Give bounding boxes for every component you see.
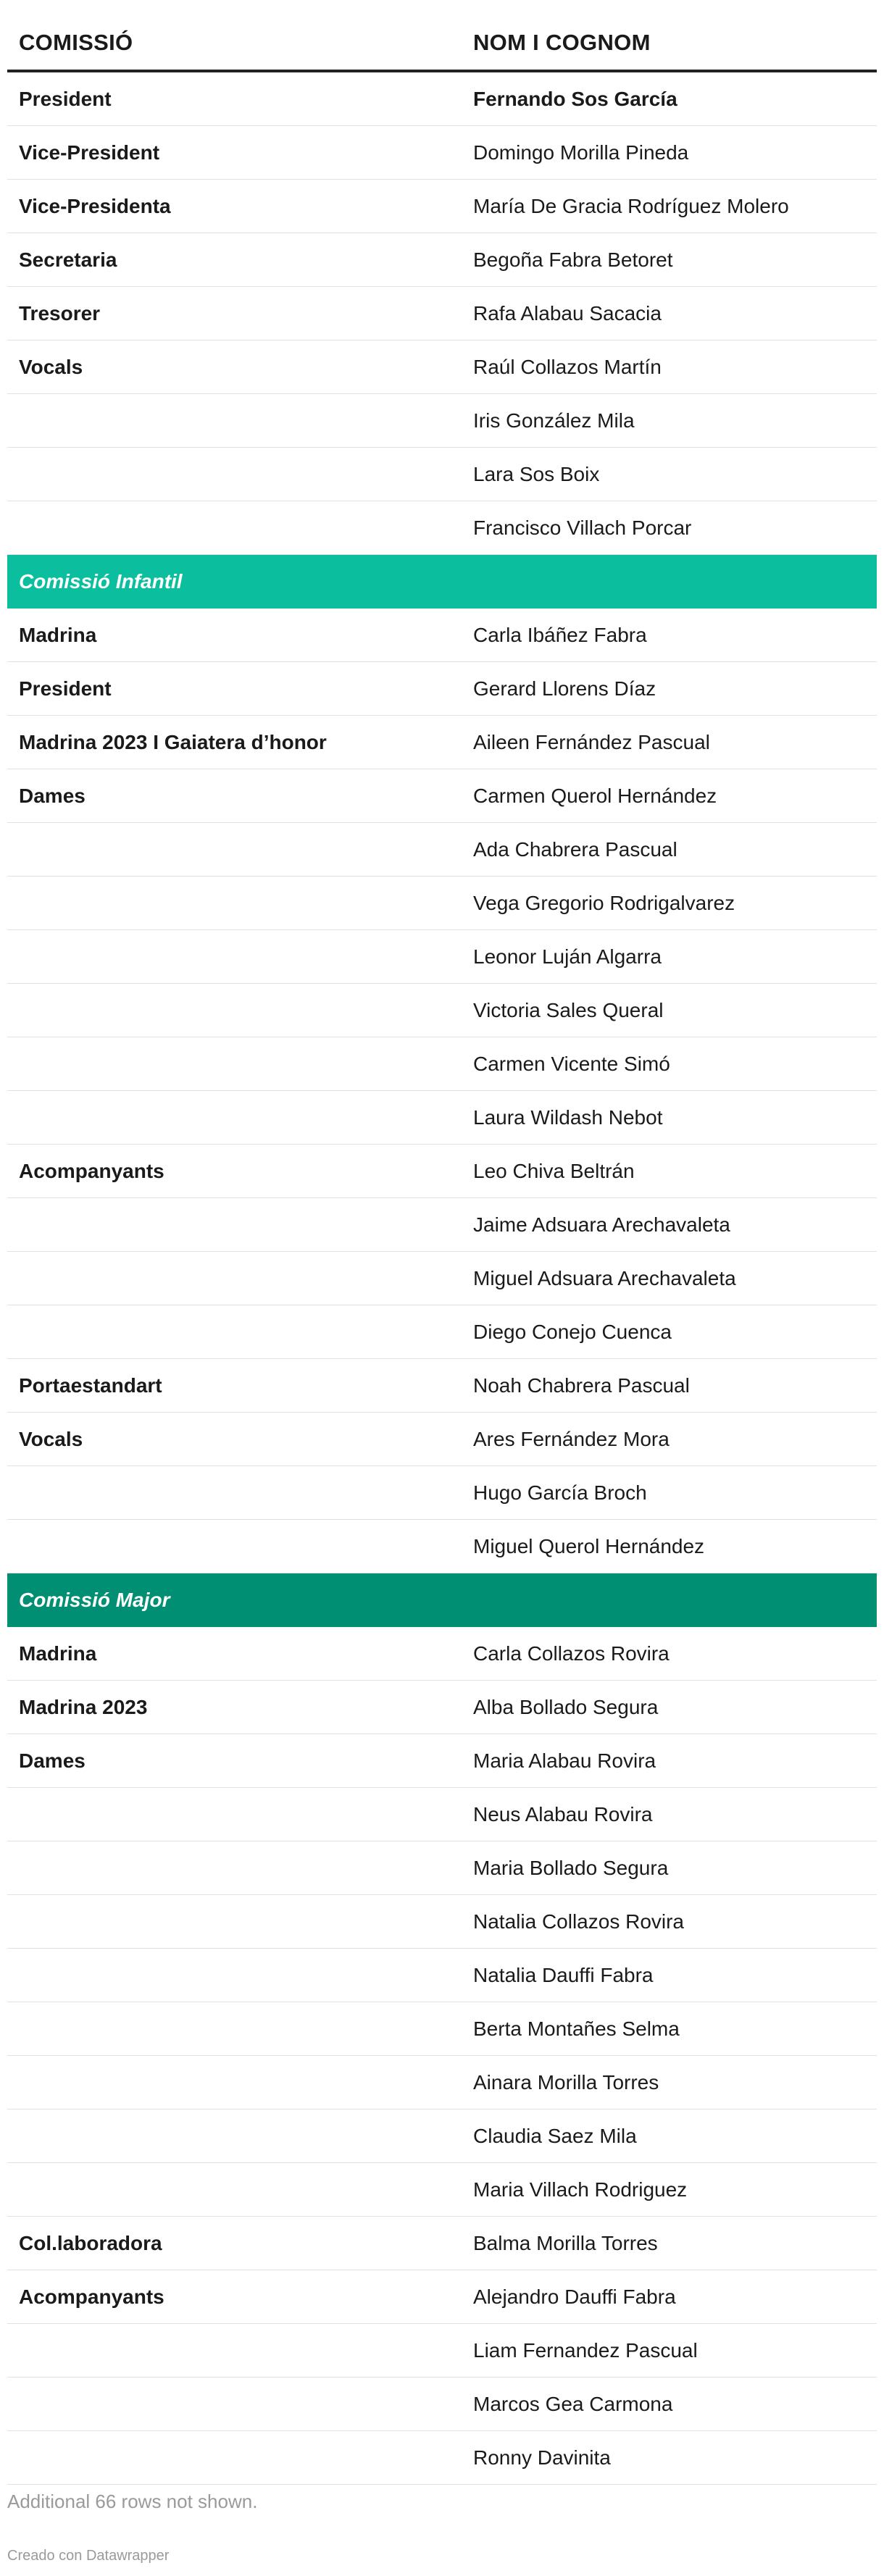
name-cell: Lara Sos Boix [473,462,600,485]
table-row [7,1949,877,2002]
table-row [7,984,877,1037]
section-band [7,555,877,609]
role-cell: Vocals [19,355,83,378]
name-cell: Vega Gregorio Rodrigalvarez [473,891,735,914]
table-row [7,1895,877,1949]
section-title: Comissió Major [19,1589,170,1611]
table-row [7,1037,877,1091]
table-row [7,1359,877,1413]
name-cell: Noah Chabrera Pascual [473,1373,690,1397]
table-row [7,1681,877,1734]
table-row [7,2217,877,2270]
name-cell: Carmen Querol Hernández [473,784,717,807]
name-cell: Miguel Querol Hernández [473,1534,705,1557]
table-row [7,126,877,180]
role-cell: Madrina 2023 [19,1695,148,1718]
name-cell: Diego Conejo Cuenca [473,1320,672,1343]
name-cell: Maria Alabau Rovira [473,1749,656,1772]
table-row [7,662,877,716]
table-row [7,1091,877,1145]
table-row [7,233,877,287]
section-title: Comissió Infantil [19,570,183,593]
name-cell: Jaime Adsuara Arechavaleta [473,1213,730,1236]
column-header-commission[interactable]: COMISSIÓ [19,30,133,55]
table-row [7,72,877,126]
table-row [7,609,877,662]
name-cell: Claudia Saez Mila [473,2124,637,2147]
commission-table [7,16,877,2485]
table-row [7,340,877,394]
role-cell: Dames [19,784,86,807]
name-cell: Iris González Mila [473,409,635,432]
table-row [7,716,877,769]
name-cell: Ronny Davinita [473,2446,611,2469]
role-cell: Col.laboradora [19,2231,162,2254]
section-band [7,1573,877,1627]
name-cell: Hugo García Broch [473,1481,647,1504]
name-cell: Carmen Vicente Simó [473,1052,670,1075]
table-row [7,2109,877,2163]
table-row [7,287,877,340]
table-row [7,1145,877,1198]
name-cell: Fernando Sos García [473,87,677,110]
name-cell: Ainara Morilla Torres [473,2070,659,2094]
role-cell: Madrina [19,623,97,646]
name-cell: Maria Bollado Segura [473,1856,669,1879]
table-row [7,448,877,501]
table-row [7,2163,877,2217]
name-cell: Gerard Llorens Díaz [473,677,656,700]
table-row [7,1734,877,1788]
rows-not-shown-note: Additional 66 rows not shown. [7,2491,258,2512]
table-row [7,823,877,877]
table-row [7,1788,877,1841]
column-header-name[interactable]: NOM I COGNOM [473,30,651,55]
name-cell: Leonor Luján Algarra [473,945,662,968]
table-row [7,1252,877,1305]
table-row [7,877,877,930]
role-cell: President [19,87,112,110]
table-row [7,2431,877,2485]
name-cell: María De Gracia Rodríguez Molero [473,194,789,217]
table-row [7,180,877,233]
name-cell: Natalia Dauffi Fabra [473,1963,654,1986]
name-cell: Leo Chiva Beltrán [473,1159,635,1182]
table-row [7,1198,877,1252]
name-cell: Alba Bollado Segura [473,1695,659,1718]
name-cell: Begoña Fabra Betoret [473,248,673,271]
name-cell: Liam Fernandez Pascual [473,2338,698,2362]
table-row [7,1841,877,1895]
table-row [7,1305,877,1359]
name-cell: Laura Wildash Nebot [473,1105,663,1129]
role-cell: Vice-President [19,141,160,164]
name-cell: Alejandro Dauffi Fabra [473,2285,676,2308]
name-cell: Ares Fernández Mora [473,1427,670,1450]
role-cell: Madrina 2023 I Gaiatera d’honor [19,730,327,753]
table-row [7,2378,877,2431]
table-row [7,2324,877,2378]
name-cell: Maria Villach Rodriguez [473,2178,688,2201]
table-header [7,16,877,72]
table-row [7,394,877,448]
name-cell: Carla Collazos Rovira [473,1642,670,1665]
name-cell: Rafa Alabau Sacacia [473,301,662,325]
table-row [7,1627,877,1681]
role-cell: Acompanyants [19,2285,164,2308]
table-body [7,72,877,2485]
role-cell: Tresorer [19,301,101,325]
table-row [7,1413,877,1466]
name-cell: Carla Ibáñez Fabra [473,623,647,646]
role-cell: Dames [19,1749,86,1772]
name-cell: Francisco Villach Porcar [473,516,692,539]
role-cell: Acompanyants [19,1159,164,1182]
name-cell: Marcos Gea Carmona [473,2392,673,2415]
role-cell: Portaestandart [19,1373,162,1397]
table-row [7,501,877,555]
table-row [7,930,877,984]
name-cell: Miguel Adsuara Arechavaleta [473,1266,736,1289]
table-row [7,2002,877,2056]
name-cell: Balma Morilla Torres [473,2231,658,2254]
role-cell: President [19,677,112,700]
name-cell: Berta Montañes Selma [473,2017,680,2040]
name-cell: Neus Alabau Rovira [473,1802,653,1826]
table-row [7,769,877,823]
name-cell: Ada Chabrera Pascual [473,837,677,861]
name-cell: Victoria Sales Queral [473,998,664,1021]
role-cell: Secretaria [19,248,117,271]
role-cell: Madrina [19,1642,97,1665]
table-row [7,2270,877,2324]
role-cell: Vocals [19,1427,83,1450]
table-row [7,1466,877,1520]
name-cell: Raúl Collazos Martín [473,355,662,378]
name-cell: Aileen Fernández Pascual [473,730,710,753]
role-cell: Vice-Presidenta [19,194,171,217]
table-row [7,1520,877,1573]
name-cell: Domingo Morilla Pineda [473,141,689,164]
table-row [7,2056,877,2109]
name-cell: Natalia Collazos Rovira [473,1910,685,1933]
datawrapper-credit[interactable]: Creado con Datawrapper [7,2548,170,2564]
